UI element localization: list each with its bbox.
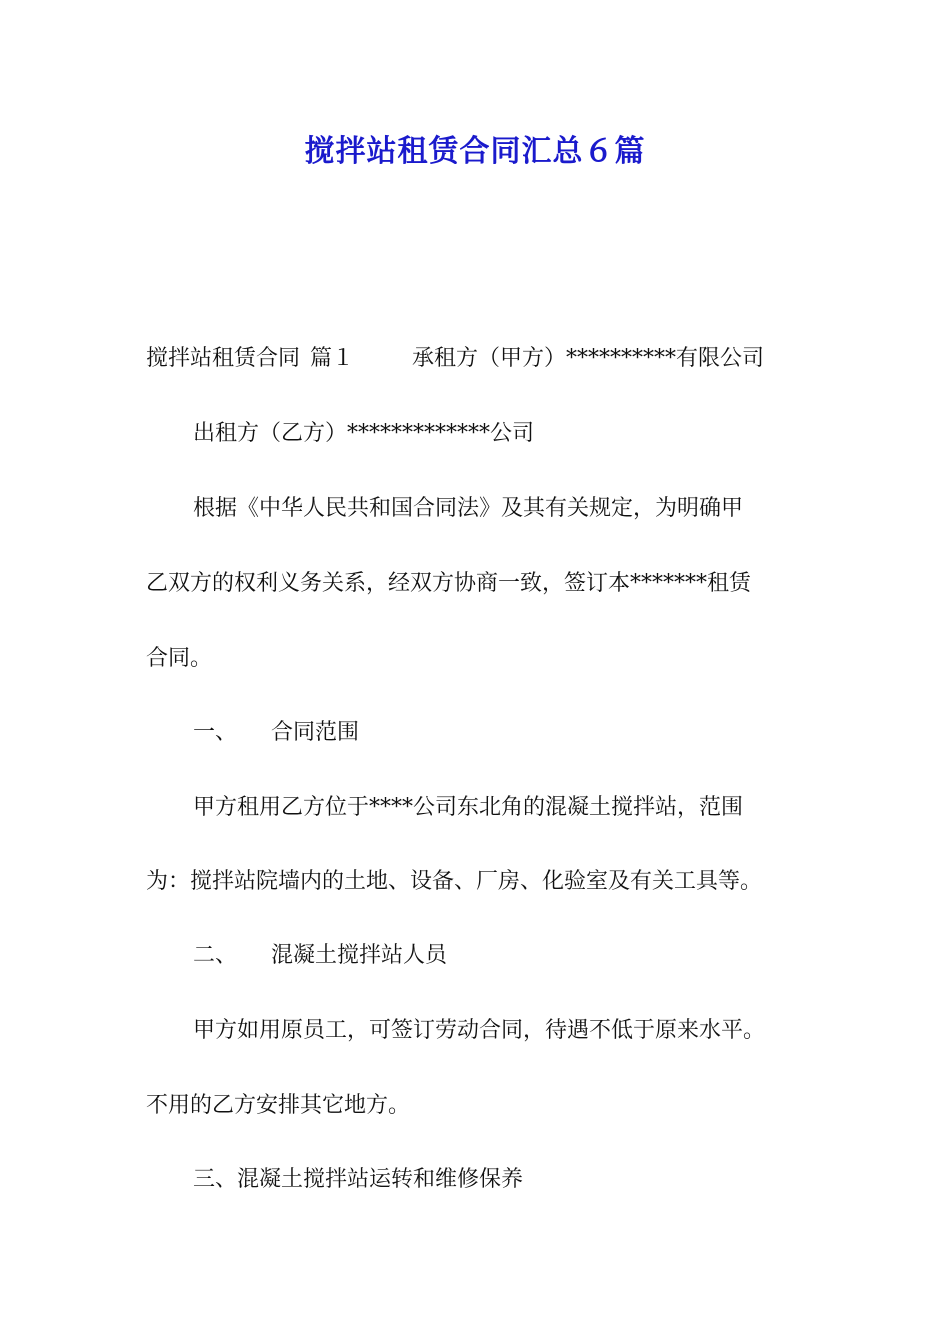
section-1-body-line-1: 甲方租用乙方位于****公司东北角的混凝土搅拌站，范围 [193,795,744,820]
section-2-heading [193,940,873,972]
section-1-title: 合同范围 [271,720,360,745]
section-3-heading: 三、混凝土搅拌站运转和维修保养 [193,1167,524,1192]
intro-paragraph-line-3: 合同。 [146,646,213,671]
section-1-heading [193,717,873,749]
contract-heading-line [146,343,826,375]
section-1-body-line-2: 为：搅拌站院墙内的土地、设备、厂房、化验室及有关工具等。 [146,869,763,894]
section-2-title: 混凝土搅拌站人员 [271,943,448,968]
document-title: 搅拌站租赁合同汇总６篇 [304,134,646,169]
lessor-line: 出租方（乙方）*************公司 [193,421,535,446]
intro-paragraph-line-2: 乙双方的权利义务关系，经双方协商一致，签订本*******租赁 [146,571,752,596]
section-2-body-line-1: 甲方如用原员工，可签订劳动合同，待遇不低于原来水平。 [193,1018,766,1043]
contract-heading-prefix: 搅拌站租赁合同 [146,346,301,371]
intro-paragraph-line-1: 根据《中华人民共和国合同法》及其有关规定，为明确甲 [193,496,744,521]
contract-heading-number: 篇１ [310,346,355,371]
section-2-number: 二、 [193,943,238,968]
section-2-body-line-2: 不用的乙方安排其它地方。 [146,1093,411,1118]
lessee-line: 承租方（甲方）**********有限公司 [412,346,765,371]
section-1-number: 一、 [193,720,238,745]
